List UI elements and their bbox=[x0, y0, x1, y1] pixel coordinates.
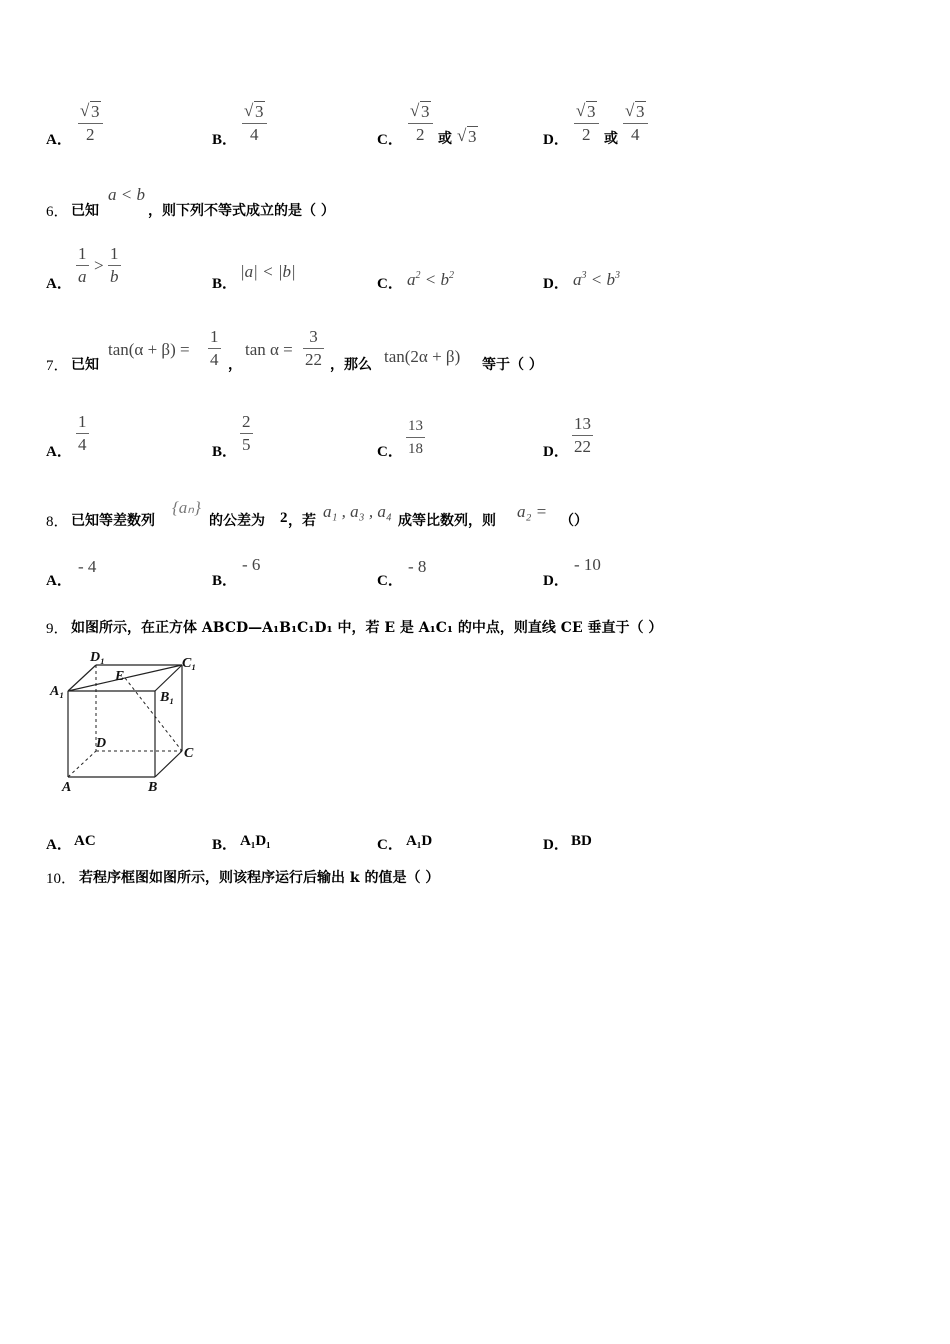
q5-b-radicand: 3 bbox=[255, 102, 264, 121]
q7-cond1-left: tan(α + β) = bbox=[108, 340, 190, 359]
q9-option-a-label: A． bbox=[46, 837, 72, 853]
q8-option-c-value: - 8 bbox=[408, 557, 427, 576]
q7-sep: ， bbox=[228, 357, 242, 373]
q8-option-b-label: B． bbox=[212, 573, 238, 589]
q7-option-d-fraction: 13 22 bbox=[574, 414, 591, 456]
q6-option-d-math: $a^3 < b^3$ bbox=[573, 270, 620, 289]
segment-e-c bbox=[125, 678, 182, 751]
q7-option-b-fraction: 2 5 bbox=[242, 412, 251, 454]
q5-a-radicand: 3 bbox=[91, 102, 100, 121]
q5-option-c-label: C． bbox=[377, 132, 403, 148]
q6-option-d-label: D． bbox=[543, 276, 569, 292]
q9-option-b-label: B． bbox=[212, 837, 238, 853]
cube-figure bbox=[46, 645, 206, 795]
q8-option-b-value: - 6 bbox=[242, 555, 261, 574]
q5-option-a-fraction: √ 3 2 bbox=[78, 102, 103, 145]
q8-option-c-label: C． bbox=[377, 573, 403, 589]
q8-option-a-label: A． bbox=[46, 573, 72, 589]
q8-sequence: {aₙ} bbox=[172, 498, 201, 517]
q6-option-c-label: C． bbox=[377, 276, 403, 292]
q10-stem bbox=[0, 864, 950, 894]
q8-target: a₂ = bbox=[517, 502, 548, 521]
vertex-label-c: C bbox=[184, 746, 194, 761]
q6-text-after: ，则下列不等式成立的是（ ） bbox=[148, 203, 335, 219]
q10-text: 若程序框图如图所示，则该程序运行后输出 k 的值是（ ） bbox=[79, 870, 440, 886]
q8-text-mid: 的公差为 bbox=[209, 513, 265, 529]
q8-text-mid2: ，若 bbox=[288, 513, 316, 529]
vertex-label-e: E bbox=[115, 669, 125, 684]
q8-option-d-value: - 10 bbox=[574, 555, 601, 574]
q8-stem bbox=[0, 492, 950, 552]
q6-text-before: 已知 bbox=[71, 203, 99, 219]
vertex-label-d1: D₁ bbox=[90, 650, 105, 665]
q7-text-after: 等于（ ） bbox=[482, 357, 543, 373]
q7-text-before: 已知 bbox=[71, 357, 99, 373]
q9-option-c-label: C． bbox=[377, 837, 403, 853]
edge-b-c bbox=[155, 751, 182, 777]
q7-option-a-label: A． bbox=[46, 444, 72, 460]
q5-option-b-label: B． bbox=[212, 132, 238, 148]
q5-c-tail-sqrt: √ 3 bbox=[457, 126, 477, 146]
q9-option-b-value: A₁D₁ bbox=[240, 833, 271, 849]
vertex-label-a1: A₁ bbox=[50, 684, 65, 699]
q6-number: 6． bbox=[46, 204, 69, 220]
q6-option-a-label: A． bbox=[46, 276, 72, 292]
q8-text-mid3: 成等比数列，则 bbox=[398, 513, 496, 529]
q8-diff: 2 bbox=[280, 510, 288, 526]
q5-option-c-fraction: √ 3 2 bbox=[408, 102, 433, 145]
q7-option-d-label: D． bbox=[543, 444, 569, 460]
q8-terms: a₁ , a₃ , a₄ bbox=[323, 502, 392, 521]
q5-option-d-fraction-1: √ 3 2 bbox=[574, 102, 599, 145]
q8-option-d-label: D． bbox=[543, 573, 569, 589]
q7-option-c-fraction: 13 18 bbox=[408, 418, 423, 457]
q6-option-b-math: |a| < |b| bbox=[240, 262, 296, 281]
q6-option-b-label: B． bbox=[212, 276, 238, 292]
q7-number: 7． bbox=[46, 358, 69, 374]
q9-options bbox=[0, 830, 950, 860]
vertex-label-a: A bbox=[62, 780, 72, 795]
q5-option-d-fraction-2: √ 3 4 bbox=[623, 102, 648, 145]
q8-number: 8． bbox=[46, 514, 69, 530]
q5-option-d-label: D． bbox=[543, 132, 569, 148]
q9-number: 9． bbox=[46, 621, 69, 637]
q6-options: A． 1 a > 1 b B． |a| < |b| C． $a^2 < b^2$ D． $a^3 < b^3$ bbox=[46, 244, 620, 292]
q8-text-before: 已知等差数列 bbox=[71, 513, 155, 529]
edge-b1-c1 bbox=[155, 665, 182, 691]
q7-options bbox=[0, 412, 950, 472]
edge-a1-d1 bbox=[68, 665, 96, 691]
q7-cond1-fraction: 1 4 bbox=[210, 327, 219, 369]
q5-option-b-fraction: √ 3 4 bbox=[242, 102, 267, 145]
vertex-label-b: B bbox=[148, 780, 158, 795]
q7-option-a-fraction: 1 4 bbox=[78, 412, 87, 454]
q5-d-connector: 或 bbox=[604, 131, 618, 147]
q9-option-d-value: BD bbox=[571, 833, 592, 849]
q5-c-radicand: 3 bbox=[421, 102, 430, 121]
q5-b-denominator: 4 bbox=[250, 125, 259, 144]
q7-cond2-left: tan α = bbox=[245, 340, 293, 359]
q5-option-a-label: A． bbox=[46, 132, 72, 148]
q7-option-b-label: B． bbox=[212, 444, 238, 460]
q5-a-denominator: 2 bbox=[86, 125, 95, 144]
hidden-edge-a-d bbox=[68, 751, 96, 777]
vertex-label-c1: C₁ bbox=[182, 656, 197, 671]
q6-option-c-math: $a^2 < b^2$ bbox=[407, 270, 454, 289]
q8-text-after: （） bbox=[560, 513, 588, 529]
q5-options bbox=[0, 100, 950, 160]
q9-option-d-label: D． bbox=[543, 837, 569, 853]
q7-stem bbox=[0, 325, 950, 385]
q7-cond2-fraction: 3 22 bbox=[305, 327, 322, 369]
vertex-label-d: D bbox=[96, 736, 107, 751]
q8-options bbox=[0, 552, 950, 612]
vertex-label-b1: B₁ bbox=[160, 690, 175, 705]
q8-option-a-value: - 4 bbox=[78, 557, 97, 576]
q7-text-mid: ，那么 bbox=[330, 357, 372, 373]
q6-condition: a < b bbox=[108, 185, 145, 204]
q7-target: tan(2α + β) bbox=[384, 347, 461, 366]
q9-text: 如图所示，在正方体 ABCD—A₁B₁C₁D₁ 中，若 E 是 A₁C₁ 的中点，则直线 CE 垂直于（ ） bbox=[71, 620, 663, 636]
q5-c-connector: 或 bbox=[438, 131, 452, 147]
q9-option-c-value: A₁D bbox=[406, 833, 433, 849]
q9-option-a-value: AC bbox=[74, 833, 96, 849]
q7-option-c-label: C． bbox=[377, 444, 403, 460]
q6-stem bbox=[0, 185, 950, 245]
q5-c-denominator: 2 bbox=[416, 125, 425, 144]
q10-number: 10． bbox=[46, 871, 77, 887]
